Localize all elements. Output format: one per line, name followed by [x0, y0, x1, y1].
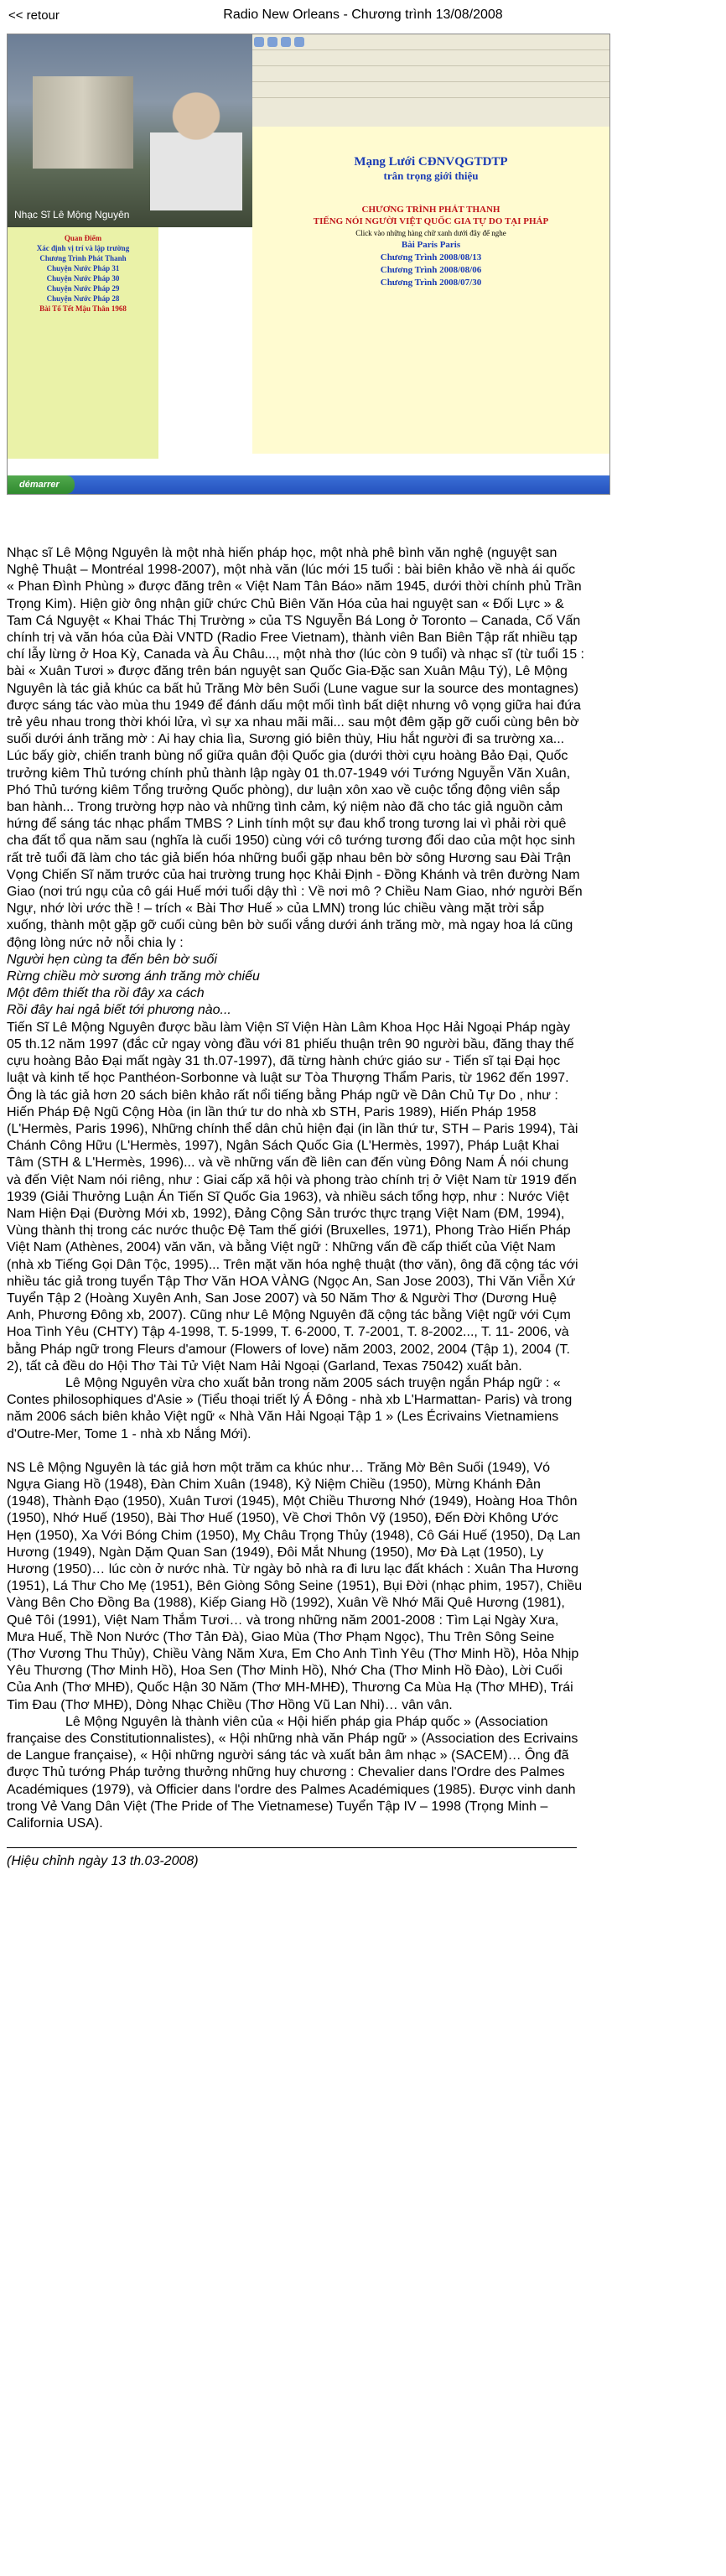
- site-subtitle: trân trọng giới thiệu: [383, 169, 479, 182]
- program-link[interactable]: Chương Trình 2008/08/06: [380, 265, 482, 275]
- start-button[interactable]: démarrer: [8, 475, 75, 494]
- portrait-photo: [8, 34, 252, 227]
- browser-window: [252, 34, 609, 454]
- nav-item[interactable]: Quan Điểm: [64, 234, 102, 242]
- paragraph: Lê Mộng Nguyên là thành viên của « Hội hiến pháp gia Pháp quốc » (Association française des Constitutionnalistes), « Hội những nhà văn Pháp ngữ » (Association des Ecrivains de Langue française), « Hội những người sáng tác và xuất bản âm nhạc » (SACEM)… Ông đã được Thủ tướng Pháp tưởng thưởng những huy chương : Chevalier dans l'Ordre des Palmes Académiques (1979), và Officier dans l'ordre des Palmes Académiques (1985). Được vinh danh trong Vẻ Vang Dân Việt (The Pride of The Vietnamese) Tuyển Tập IV – 1998 (Trọng Minh – California USA).: [7, 1714, 578, 1831]
- photo-caption: Nhạc Sĩ Lê Mộng Nguyên: [14, 209, 130, 221]
- building-shape: [33, 76, 133, 169]
- program-link[interactable]: Chương Trình 2008/08/13: [380, 252, 482, 262]
- taskbar: [8, 475, 609, 494]
- nav-item[interactable]: Chương Trình Phát Thanh: [39, 254, 127, 262]
- program-subtitle: TIẾNG NÓI NGƯỜI VIỆT QUỐC GIA TỰ DO TẠI PHÁP: [313, 216, 549, 226]
- nav-item[interactable]: Chuyện Nước Pháp 28: [46, 294, 120, 303]
- click-hint: Click vào những hàng chữ xanh dưới đây để nghe: [355, 229, 506, 237]
- nav-item[interactable]: Chuyện Nước Pháp 29: [46, 284, 120, 293]
- program-title: CHƯƠNG TRÌNH PHÁT THANH: [361, 205, 500, 215]
- poem-line: Rồi đây hai ngả biết tới phương nào...: [7, 1003, 231, 1018]
- divider: [7, 1847, 577, 1848]
- person-shape: [150, 85, 242, 210]
- forward-icon[interactable]: [267, 37, 277, 47]
- browser-toolbar: [252, 34, 609, 50]
- site-title: Mạng Lưới CĐNVQGTDTP: [354, 155, 508, 169]
- poem-line: Rừng chiều mờ sương ánh trăng mờ chiếu: [7, 969, 260, 984]
- paragraph: Lê Mộng Nguyên vừa cho xuất bản trong năm 2005 sách truyện ngắn Pháp ngữ : « Contes philosophiques d'Asie » (Tiểu thoại triết lý Á Đông - nhà xb L'Harmattan- Paris) và trong năm 2006 sách biên khảo Việt ngữ « Nhà Văn Hải Ngoại Tập 1 » (Les Écrivains Vietnamiens d'Outre-Mer, Tome 1 - nhà xb Nắng Mới).: [7, 1375, 573, 1441]
- article-body: [7, 545, 585, 1870]
- home-icon[interactable]: [294, 37, 304, 47]
- nav-item[interactable]: Chuyện Nước Pháp 30: [46, 274, 120, 283]
- top-bar: [0, 0, 726, 34]
- browser-extra-bar: [252, 82, 609, 98]
- paragraph: Nhạc sĩ Lê Mộng Nguyên là một nhà hiến pháp học, một nhà phê bình văn nghệ (nguyệt san Nghệ Thuật – Montréal 1998-2007), một nhà văn (lúc mới 15 tuổi : bài biên khảo về nhà ái quốc « Phan Đình Phùng » được đăng trên « Việt Nam Tân Báo» năm 1945, dưới thời chính phủ Trần Trọng Kim). Hiện giờ ông nhận giữ chức Chủ Biên Văn Hóa của hai nguyệt san « Đối Lực » & Tam Cá Nguyệt « Khai Thác Thị Trường » của TS Nguyễn Bá Long ở Toronto – Canada, Cố Vấn chính trị và văn hóa của Đài VNTD (Radio Free Vietnam), thành viên Ban Biên Tập rất nhiều tạp chí lẫy lừng ở Hoa Kỳ, Canada và Âu Châu..., một nhà thơ (lúc còn 9 tuổi) và nhạc sĩ (từ tuổi 15 : bài « Xuân Tươi » được đăng trên bán nguyệt san Quốc Gia-Đặc san Xuân Mậu Tý), Lê Mộng Nguyên là tác giả khúc ca bất hủ Trăng Mờ bên Suối (Lune vague sur la source des montagnes) được sáng tác vào mùa thu 1949 để đánh dấu một mối tình bất diệt nhưng vô vọng giữa hai đứa trẻ yêu nhau trong thời khói lửa, vì sự xa nhau mãi mãi... sau một đêm gặp gỡ cuối cùng bên bờ suối dưới ánh trăng mờ : Ai hay chia lìa, Sương gió biên thùy, Hiu hắt người đi sa trường xa... Lúc bấy giờ, chiến tranh bùng nổ giữa quân đội Quốc gia (dưới thời cựu hoàng Bảo Đại, Quốc trưởng kiêm Thủ tướng chính phủ thành lập ngày 01 th.07-1949 với Tướng Nguyễn Văn Xuân, Phó Thủ tướng kiêm Tổng trưởng Quốc phòng), dư luận xôn xao về cuộc tổng động viên sắp ban hành... Trong trường hợp nào và những tình cảm, ký niệm nào đã cho tác giả nguồn cảm hứng để sáng tác nhạc phẩm TMBS ? Linh tính một sự đau khổ trong tương lai vì phải rời quê cha đất tổ qua năm sau (nghĩa là cuối 1950) cùng với cô tướng tương đối dao của một học sinh rất trẻ tuổi đã làm cho tác giả biến hóa những buổi gặp nhau bên bờ sông Hương sau Đài Trận Vọng Chiến Sĩ năm trước của hai trường trung học Khải Định - Đồng Khánh và trên đường Nam Giao (nơi trú ngụ của cô gái Huế mới tuổi dậy thì : Về nơi mô ? Chiều Nam Giao, nhớ người Bến Ngự, nhớ lời ước thề ! – trích « Bài Thơ Huế » của LMN) trong lúc chiều vàng mặt trời sắp xuống, thành một gặp gỡ cuối cùng bên bờ suối vắng dưới ánh trăng mờ, mà ngay hoa lá cũng động lòng nức nở nỗi chia ly :: [7, 546, 584, 950]
- page-title: Radio New Orleans - Chương trình 13/08/2008: [223, 8, 503, 22]
- program-link[interactable]: Chương Trình 2008/07/30: [380, 278, 482, 288]
- back-link[interactable]: << retour: [8, 8, 60, 23]
- refresh-icon[interactable]: [281, 37, 291, 47]
- left-navigation: [8, 227, 158, 459]
- paragraph: Tiến Sĩ Lê Mộng Nguyên được bầu làm Viện Sĩ Viện Hàn Lâm Khoa Học Hải Ngoại Pháp ngày 05 th.12 năm 1997 (đắc cử ngay vòng đầu với 81 phiếu thuận trên 90 người bầu, đăng thay thế cựu hoàng Bảo Đại mất ngày 31 th.07-1997), đã từng hành chức giáo sư - Tiến sĩ tại Đại học luật và kinh tế học Panthéon-Sorbonne và luật sư Tòa Thượng Thẩm Paris, từ 1962 đến 1997. Ông là tác giả hơn 20 sách biên khảo rất nổi tiếng bằng Pháp ngữ về Dân Chủ Tự Do , như : Hiến Pháp Đệ Ngũ Cộng Hòa (in lần thứ tư do nhà xb STH, Paris 1989), Hiến Pháp 1958 (L'Hermès, Paris 1996), Những chính thể dân chủ hiện đại (in lần thứ tư, STH – Paris 1994), Tài Chánh Công Hữu (L'Hermès, 1997), Ngân Sách Quốc Gia (L'Hermès, 1997), Pháp Luật Khai Tâm (STH & L'Hermès, 1996)... và về những vấn đề liên can đến vùng Đông Nam Á nói chung và đến Việt Nam nói riêng, như : Giai cấp xã hội và phong trào chính trị ở Việt Nam từ 1919 đến 1939 (Giải Thưởng Luận Án Tiến Sĩ Quốc Gia 1963), và nhiều sách tổng hợp, như : Nước Việt Nam Hiện Đại (Đường Mới xb, 1992), Đảng Cộng Sản trước thực trạng Việt Nam (ĐM, 1994), Vùng thành thị trong các nước thuộc Đệ Tam thế giới (Bruxelles, 1971), Phong Trào Hiến Pháp Việt Nam (Athènes, 2004) văn văn, và bằng Việt ngữ : Những vấn đề cấp thiết của Việt Nam (nhà xb Tiếng Gọi Dân Tộc, 1995)... Trên mặt văn hóa nghệ thuật (thơ văn), ông đã cộng tác với nhiều tác giả trong tuyển Tập Thơ Văn HOA VÀNG (Ngọc An, San Jose 2003), Thi Văn Viễn Xứ Tuyển Tập 2 (Hoàng Xuyên Anh, San Jose 2007) và 50 Năm Thơ & Người Thơ (Dương Huệ Anh, Phương Đông xb, 2007). Cũng như Lê Mộng Nguyên đã cộng tác bằng Việt ngữ với Cụm Hoa Tình Yêu (CHTY) Tập 4-1998, T. 5-1999, T. 6-2000, T. 7-2001, T. 8-2002..., T. 11- 2006, và bằng Pháp ngữ trong Fleurs d'amour (Flowers of love) năm 2003, 2002, 2004 (Tập 1), 2004 (T. 2), tất cả đều do Hội Thơ Tài Tử Việt Nam Hải Ngoại (Garland, Texas 75042) xuất bản.: [7, 1020, 578, 1374]
- embedded-screenshot: [7, 34, 610, 495]
- browser-links-bar: [252, 66, 609, 82]
- browser-address-bar[interactable]: [252, 50, 609, 66]
- paris-link[interactable]: Bài Paris Paris: [401, 240, 461, 250]
- back-icon[interactable]: [254, 37, 264, 47]
- nav-item[interactable]: Chuyện Nước Pháp 31: [46, 264, 120, 273]
- poem-line: Người hẹn cùng ta đến bên bờ suối: [7, 952, 217, 967]
- web-content: [252, 127, 609, 454]
- nav-item[interactable]: Xác định vị trí và lập trường: [36, 244, 130, 252]
- paragraph: NS Lê Mộng Nguyên là tác giả hơn một trăm ca khúc như… Trăng Mờ Bên Suối (1949), Vó Ngựa Giang Hồ (1948), Đàn Chim Xuân (1948), Kỷ Niệm Chiều (1950), Mừng Khánh Đản (1948), Thành Đạo (1950), Xuân Tươi (1945), Một Chiều Thương Nhớ (1949), Hoàng Hoa Thôn (1950), Nhớ Huế (1950), Bài Thơ Huế (1950), Về Chơi Thôn Vỹ (1950), Đến Đời Không Ước Hẹn (1950), Xa Với Bóng Chim (1950), Mỵ Châu Trọng Thủy (1948), Cô Gái Huế (1950), Dạ Lan Hương (1949), Ngàn Dặm Quan San (1949), Đôi Mắt Nhung (1950), Mơ Đà Lạt (1950), Ly Hương (1950)… lúc còn ở nước nhà. Từ ngày bỏ nhà ra đi lưu lạc đất khách : Xuân Tha Hương (1951), Lá Thư Cho Mẹ (1951), Bên Giòng Sông Seine (1951), Bụi Đời (nhạc phim, 1957), Chiều Vàng Bên Cho Đồng Ba (1988), Kiếp Giang Hồ (1992), Xuân Về Nhớ Mãi Quê Hương (1981), Quê Tôi (1991), Việt Nam Thắm Tươi… và trong những năm 2001-2008 : Tìm Lại Ngày Xưa, Mưa Huế, Thề Non Nước (Thơ Tản Đà), Giao Mùa (Thơ Phạm Ngọc), Thu Trên Sông Seine (Thơ Vương Thu Thủy), Chiều Vàng Năm Xưa, Em Cho Anh Tình Yêu (Thơ Minh Hồ), Hỏa Nhịp Yêu Thương (Thơ Minh Hồ), Hoa Sen (Thơ Minh Hồ), Nhớ Cha (Thơ Minh Hồ Đào), Lời Cuối Của Anh (Thơ MHĐ), Quốc Hận 30 Năm (Thơ MH-MHĐ), Thương Ca Mùa Hạ (Thơ MHĐ), Trái Tim Đau (Thơ MHĐ), Dòng Nhạc Chiều (Thơ Hồng Vũ Lan Nhi)… vân vân.: [7, 1460, 583, 1712]
- poem-line: Một đêm thiết tha rồi đây xa cách: [7, 986, 205, 1001]
- nav-item[interactable]: Bài Tổ Tết Mậu Thân 1968: [39, 304, 127, 313]
- footnote: (Hiệu chỉnh ngày 13 th.03-2008): [7, 1854, 199, 1869]
- spacer: [7, 1443, 585, 1460]
